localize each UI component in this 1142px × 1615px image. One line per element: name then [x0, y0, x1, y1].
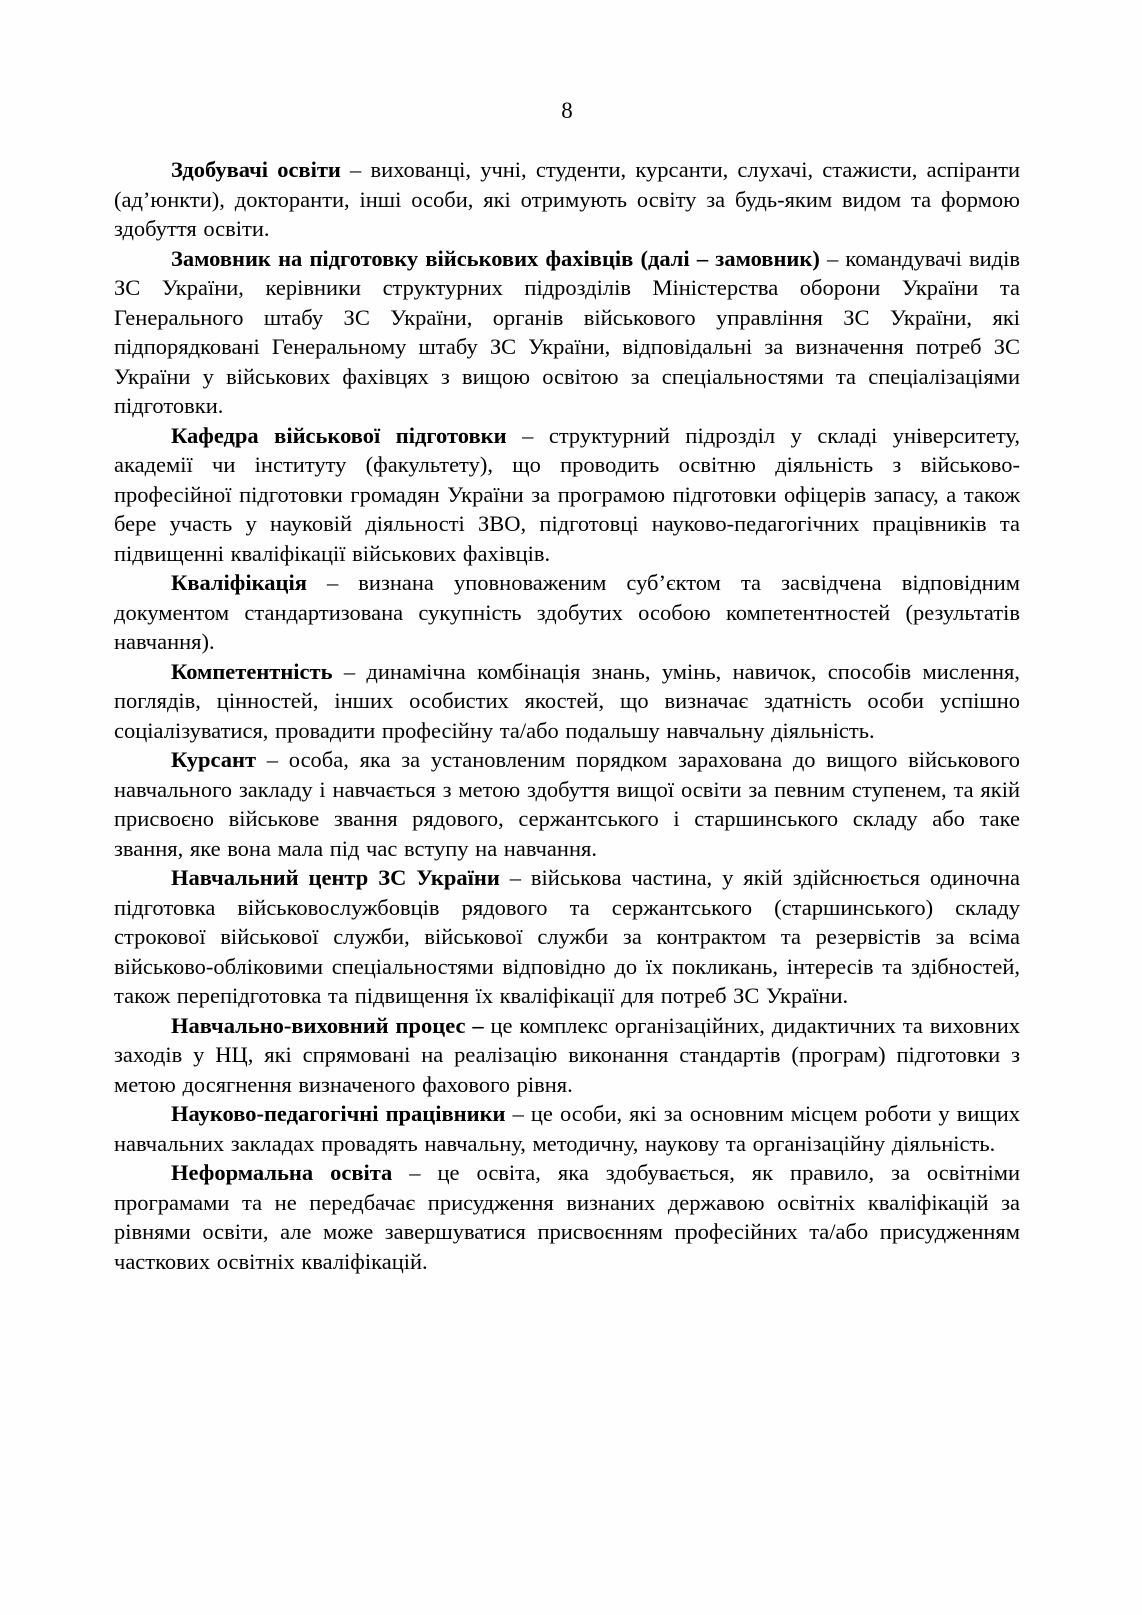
definition-text: – динамічна комбінація знань, умінь, навичок, способів мислення, поглядів, цінностей, інших особистих якостей, що визначає здатність особи успішно соціалізуватися, провадити професійну та/або подальшу навчальну діяльність.: [114, 658, 1020, 743]
definition-text: – визнана уповноваженим суб’єктом та засвідчена відповідним документом стандартизована сукупність здобутих особою компетентностей (результатів навчання).: [114, 570, 1020, 654]
definition-paragraph: [114, 863, 1020, 1011]
term-label: Курсант: [171, 747, 257, 772]
definition-text: це комплекс організаційних, дидактичних та виховних заходів у НЦ, які спрямовані на реалізацію виконання стандартів (програм) підготовки з метою досягнення визначеного фахового рівня.: [114, 1012, 1020, 1097]
definition-paragraph: [114, 745, 1020, 863]
definition-paragraph: [114, 657, 1020, 746]
definition-text: – військова частина, у якій здійснюється одиночна підготовка військовослужбовців рядового та сержантського (старшинського) складу строкової військової служби, військової служби за контрактом та резервістів за всіма військово-обліковими спеціальностями відповідно до їх покликань, інтересів та здібностей, також перепідготовка та підвищення їх кваліфікації для потреб ЗС України.: [114, 865, 1020, 1008]
term-label: Навчально-виховний процес –: [171, 1012, 484, 1038]
term-label: Кафедра військової підготовки: [171, 422, 507, 448]
definition-paragraph: [114, 1011, 1020, 1100]
definition-text: – вихованці, учні, студенти, курсанти, слухачі, стажисти, аспіранти (ад’юнкти), докторанти, інші особи, які отримують освіту за будь-яким видом та формою здобуття освіти.: [114, 157, 1021, 241]
definition-paragraph: [114, 155, 1020, 244]
definition-text: – особа, яка за установленим порядком зарахована до вищого військового навчального закладу і навчається з метою здобуття вищої освіти за певним ступенем, та якій присвоєно військове звання рядового, сержантського і старшинського складу або таке звання, яке вона мала під час вступу на навчання.: [114, 747, 1020, 861]
definition-text: – структурний підрозділ у складі університету, академії чи інституту (факультету), що проводить освітню діяльність з військово-професійної підготовки громадян України за програмою підготовки офіцерів запасу, а також бере участь у науковій діяльності ЗВО, підготовці науково-педагогічних працівників та підвищенні кваліфікації військових фахівців.: [114, 422, 1020, 566]
definition-paragraph: [114, 1099, 1020, 1158]
term-label: Кваліфікація: [171, 570, 307, 595]
definition-text: – командувачі видів ЗС України, керівники структурних підрозділів Міністерства оборони України та Генерального штабу ЗС України, органів військового управління ЗС України, які підпорядковані Генеральному штабу ЗС України, відповідальні за визначення потреб ЗС України у військових фахівцях з вищою освітою за спеціальностями та спеціалізаціями підготовки.: [114, 245, 1020, 418]
term-label: Здобувачі освіти: [171, 157, 341, 182]
term-label: Неформальна освіта: [171, 1160, 393, 1185]
definition-paragraph: [114, 421, 1020, 569]
definition-paragraph: [114, 244, 1020, 421]
definitions-list: [114, 155, 1020, 1276]
term-label: Компетентність: [171, 658, 333, 684]
term-label: Замовник на підготовку військових фахівців (далі – замовник): [171, 245, 820, 271]
term-label: Навчальний центр ЗС України: [171, 865, 500, 890]
definition-paragraph: [114, 568, 1020, 657]
term-label: Науково-педагогічні працівники: [171, 1101, 506, 1126]
definition-text: – це освіта, яка здобувається, як правило, за освітніми програмами та не передбачає присудження визнаних державою освітніх кваліфікацій за рівнями освіти, але може завершуватися присвоєнням професійних та/або присудженням часткових освітніх кваліфікацій.: [114, 1160, 1021, 1274]
page-number: 8: [561, 98, 573, 123]
definition-paragraph: [114, 1158, 1020, 1276]
definition-text: – це особи, які за основним місцем роботи у вищих навчальних закладах провадять навчальну, методичну, наукову та організаційну діяльність.: [114, 1101, 1020, 1156]
